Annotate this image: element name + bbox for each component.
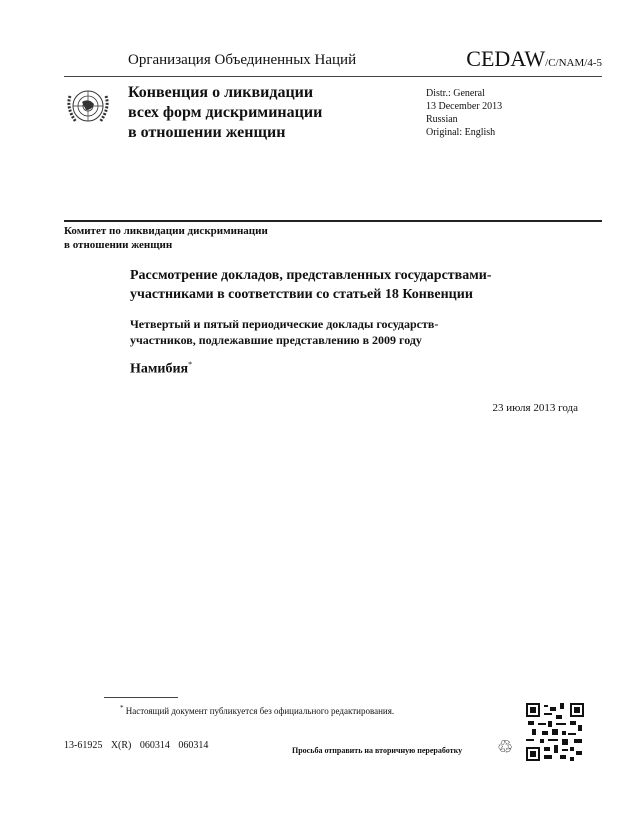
- report-date: 23 июля 2013 года: [492, 402, 578, 414]
- footnote-text: Настоящий документ публикуется без официального редактирования.: [125, 706, 395, 716]
- country-name: [130, 360, 192, 378]
- committee-name: [64, 224, 268, 252]
- distr-date: 13 December 2013: [426, 101, 503, 112]
- document-symbol: [466, 46, 602, 72]
- organization-name: Организация Объединенных Наций: [128, 52, 357, 68]
- distr-language: Russian: [426, 114, 458, 125]
- title-line: всех форм дискриминации: [128, 104, 323, 121]
- distribution-info: [426, 87, 502, 139]
- header-divider: [64, 76, 602, 77]
- subheading-line: Четвертый и пятый периодические доклады государств-: [130, 317, 439, 331]
- footnote: [120, 704, 394, 716]
- title-line: в отношении женщин: [128, 124, 286, 141]
- section-divider: [64, 220, 602, 222]
- job-code: 13-61925 X(R) 060314 060314: [64, 740, 209, 751]
- un-emblem-icon: [64, 82, 112, 130]
- subheading-line: участников, подлежавшие представлению в 2009 году: [130, 333, 422, 347]
- convention-title: [128, 83, 322, 143]
- document-subheading: [130, 316, 438, 348]
- footnote-marker: *: [188, 360, 193, 369]
- recycle-note: Просьба отправить на вторичную переработку: [292, 746, 463, 755]
- distr-original: Original: English: [426, 127, 496, 138]
- symbol-suffix: /C/NAM/4-5: [545, 57, 602, 69]
- heading-line: участниками в соответствии со статьей 18 Конвенции: [130, 287, 473, 302]
- heading-line: Рассмотрение докладов, представленных государствами-: [130, 268, 492, 283]
- committee-line: в отношении женщин: [64, 239, 173, 251]
- recycle-icon: ♲: [497, 737, 514, 757]
- committee-line: Комитет по ликвидации дискриминации: [64, 225, 268, 237]
- symbol-main: CEDAW: [466, 46, 546, 71]
- qr-code-icon: [526, 703, 584, 761]
- document-heading: [130, 266, 492, 304]
- country-text: Намибия: [130, 361, 189, 377]
- footnote-mark: *: [120, 704, 124, 712]
- distr-line: Distr.: General: [426, 88, 485, 99]
- title-line: Конвенция о ликвидации: [128, 84, 314, 101]
- footnote-divider: [104, 697, 178, 698]
